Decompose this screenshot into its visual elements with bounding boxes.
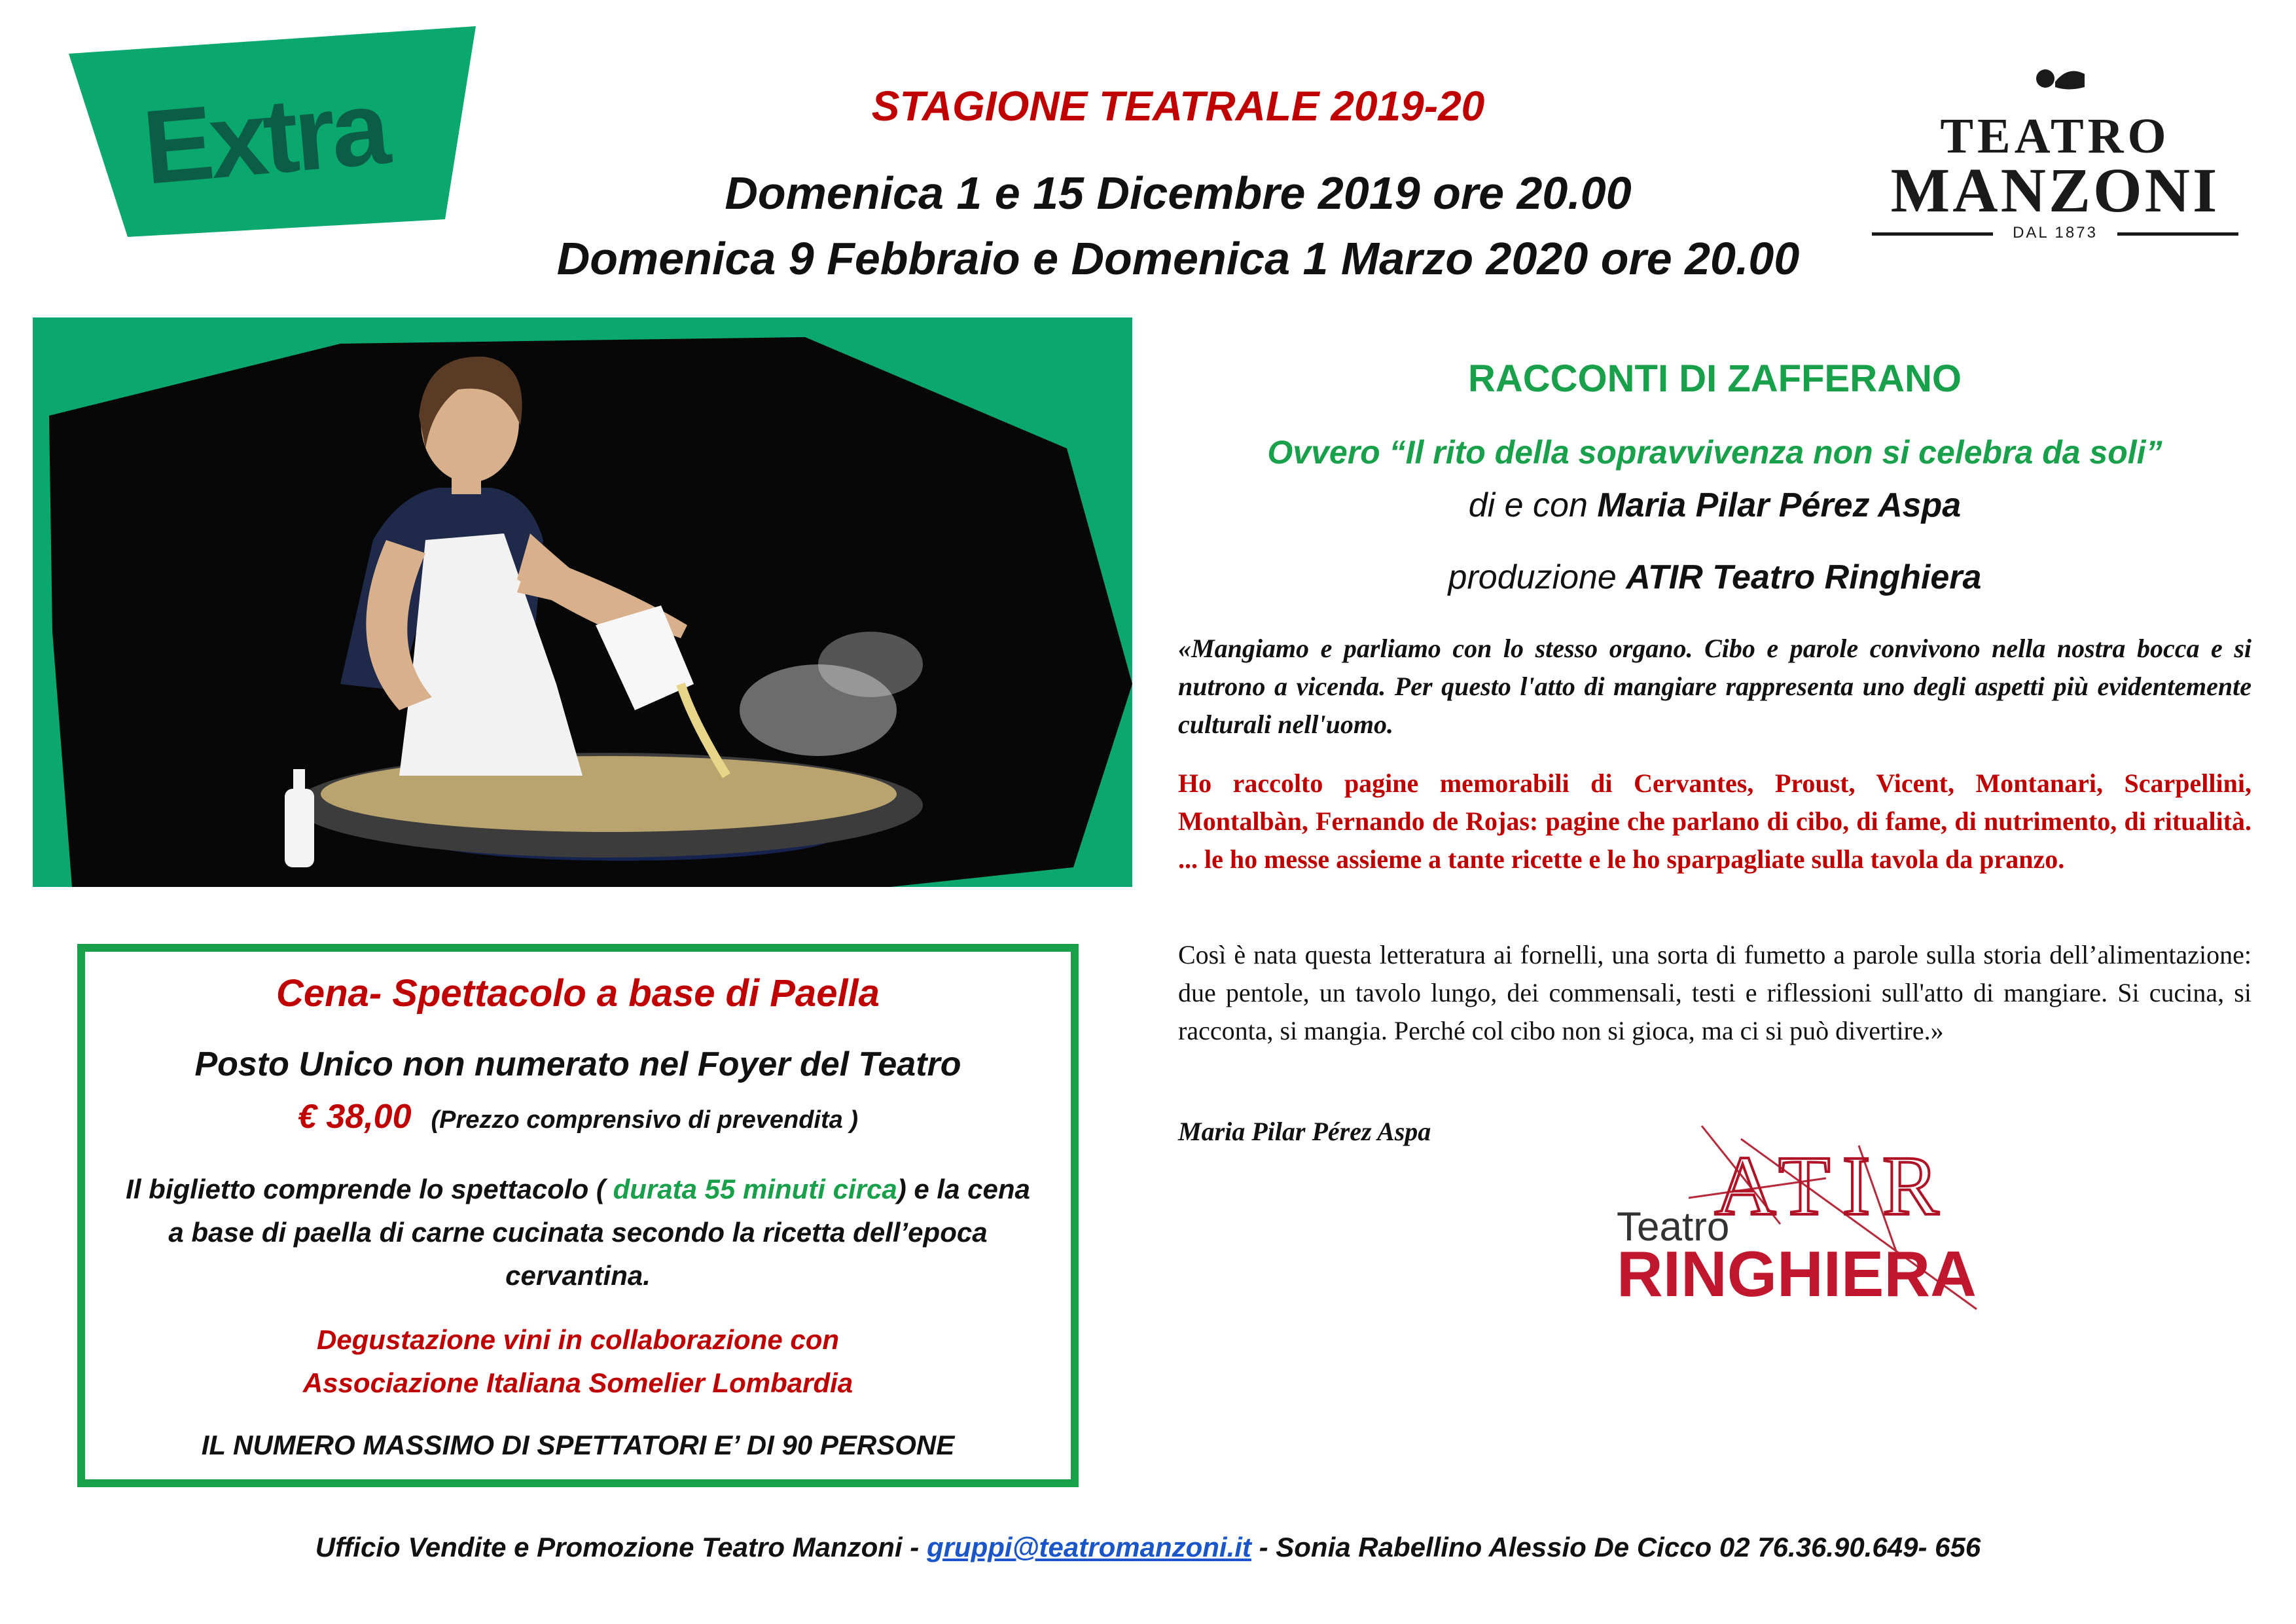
show-title: RACCONTI DI ZAFFERANO <box>1468 357 1962 400</box>
quote-paragraph-2: Ho raccolto pagine memorabili di Cervantes, Proust, Vicent, Montanari, Scarpellini, Montalbàn, Fernando de Rojas: pagine che parlano di cibo, di fame, di nutrimento, di ritualità. ... le ho messe assieme a tante ricette e le ho sparpagliate sulla tavola da pranzo. <box>1178 768 2251 874</box>
box-wine-line-1: Degustazione vini in collaborazione con <box>316 1324 840 1355</box>
quote-signature: Maria Pilar Pérez Aspa <box>1178 1117 1431 1146</box>
box-description <box>85 1168 1071 1297</box>
box-wine <box>85 1318 1071 1405</box>
author-name: Maria Pilar Pérez Aspa <box>1597 486 1962 524</box>
box-price: € 38,00 <box>298 1098 412 1136</box>
quote-paragraph-1: «Mangiamo e parliamo con lo stesso organo. Cibo e parole convivono nella nostra bocca e si nutrono a vicenda. Per questo l'atto di mangiare rappresenta uno degli aspetti più evidentemente culturali nell'uomo. <box>1178 634 2251 739</box>
logo-line-teatro: TEATRO <box>1940 109 2170 164</box>
date-line-1: Domenica 1 e 15 Dicembre 2019 ore 20.00 <box>725 168 1632 219</box>
author-prefix: di e con <box>1468 486 1598 524</box>
dinner-info-box <box>77 944 1079 1487</box>
box-seat: Posto Unico non numerato nel Foyer del Teatro <box>194 1045 961 1083</box>
atir-overlay-text: ATIR <box>1714 1139 1951 1233</box>
performer-photo <box>33 317 1132 887</box>
show-subtitle: Ovvero “Il rito della sopravvivenza non si celebra da soli” <box>1267 434 2162 471</box>
footer-contact <box>0 1532 2296 1563</box>
footer-suffix: - Sonia Rabellino Alessio De Cicco 02 76.36.90.649- 656 <box>1251 1532 1981 1562</box>
box-wine-line-2: Associazione Italiana Somelier Lombardia <box>302 1367 853 1398</box>
production-prefix: produzione <box>1448 558 1626 596</box>
extra-label: Extra <box>138 68 391 206</box>
date-line-2: Domenica 9 Febbraio e Domenica 1 Marzo 2020 ore 20.00 <box>556 233 1800 284</box>
author-line <box>1178 486 2251 525</box>
footer-prefix: Ufficio Vendite e Promozione Teatro Manzoni - <box>315 1532 927 1562</box>
production-name: ATIR Teatro Ringhiera <box>1626 558 1982 596</box>
atir-big-text: RINGHIERA <box>1617 1238 1977 1310</box>
atir-small-text: Teatro <box>1617 1204 1730 1250</box>
box-price-note: (Prezzo comprensivo di prevendita ) <box>431 1106 858 1134</box>
footer-email-link[interactable]: gruppi@teatromanzoni.it <box>926 1532 1251 1562</box>
box-desc-before: Il biglietto comprende lo spettacolo ( <box>126 1174 613 1204</box>
teatro-manzoni-logo <box>1872 62 2238 252</box>
box-title: Cena- Spettacolo a base di Paella <box>276 972 880 1015</box>
box-price-row <box>85 1097 1071 1136</box>
production-line <box>1178 558 2251 597</box>
logo-line-since: DAL 1873 <box>2013 224 2098 242</box>
logo-line-manzoni: MANZONI <box>1890 155 2220 225</box>
box-max-spectators: IL NUMERO MASSIMO DI SPETTATORI E’ DI 90 PERSONE <box>201 1430 955 1460</box>
atir-ringhiera-logo <box>1610 1119 2003 1322</box>
season-title: STAGIONE TEATRALE 2019-20 <box>871 82 1485 130</box>
box-duration: durata 55 minuti circa <box>613 1174 897 1204</box>
quote-paragraph-3: Così è nata questa letteratura ai fornelli, una sorta di fumetto a parole sulla storia dell’alimentazione: due pentole, un tavolo lungo, dei commensali, testi e riflessioni sull'atto di mangiare. Si cucina, si racconta, si mangia. Perché col cibo non si gioca, ma ci si può divertire.» <box>1178 940 2251 1045</box>
box-desc-after: ) e la cena a base di paella di carne cucinata secondo la ricetta dell’epoca cervantina. <box>168 1174 1030 1291</box>
mask-icon <box>2029 62 2088 95</box>
